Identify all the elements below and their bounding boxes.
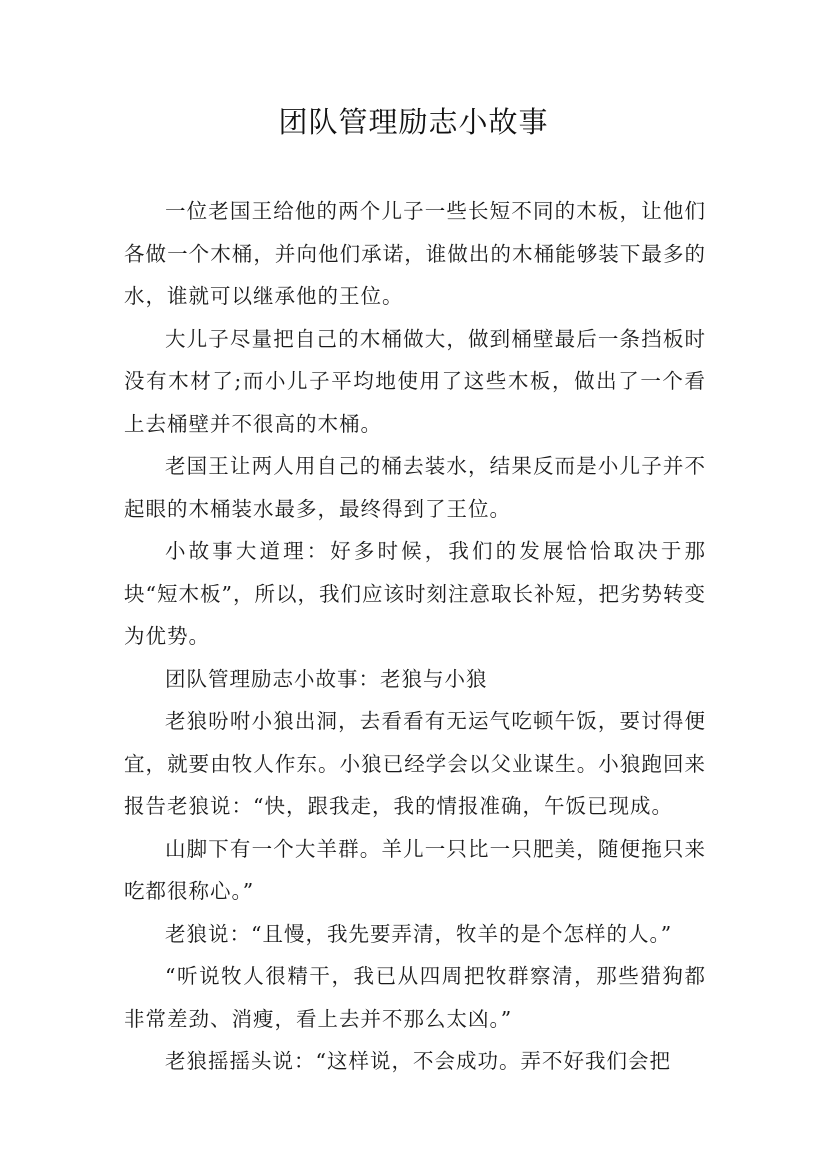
paragraph: 老狼摇摇头说：“这样说，不会成功。弄不好我们会把 [165, 1049, 671, 1073]
document-title: 团队管理励志小故事 [278, 105, 549, 139]
paragraph: 老狼说：“且慢，我先要弄清，牧羊的是个怎样的人。” [165, 921, 673, 946]
paragraph: 小故事大道理：好多时候，我们的发展恰恰取决于那块“短木板”，所以，我们应该时刻注意取长补短，把劣势转变为优势。 [124, 539, 706, 648]
paragraph: 一位老国王给他的两个儿子一些长短不同的木板，让他们各做一个木桶，并向他们承诺，谁做出的木桶能够装下最多的水，谁就可以继承他的王位。 [124, 199, 706, 308]
paragraph: “听说牧人很精干，我已从四周把牧群察清，那些猎狗都非常差劲、消瘦，看上去并不那么太凶。” [124, 964, 706, 1031]
section-heading: 团队管理励志小故事：老狼与小狼 [165, 666, 488, 691]
paragraph: 老狼吩咐小狼出洞，去看看有无运气吃顿午饭，要讨得便宜，就要由牧人作东。小狼已经学会以父业谋生。小狼跑回来报告老狼说：“快，跟我走，我的情报准确，午饭已现成。 [124, 709, 706, 818]
paragraph: 大儿子尽量把自己的木桶做大，做到桶壁最后一条挡板时没有木材了;而小儿子平均地使用了这些木板，做出了一个看上去桶壁并不很高的木桶。 [124, 326, 706, 436]
document-body [124, 190, 706, 1083]
paragraph: 山脚下有一个大羊群。羊儿一只比一只肥美，随便拖只来吃都很称心。” [124, 836, 706, 903]
paragraph: 老国王让两人用自己的桶去装水，结果反而是小儿子并不起眼的木桶装水最多，最终得到了王位。 [124, 454, 706, 521]
